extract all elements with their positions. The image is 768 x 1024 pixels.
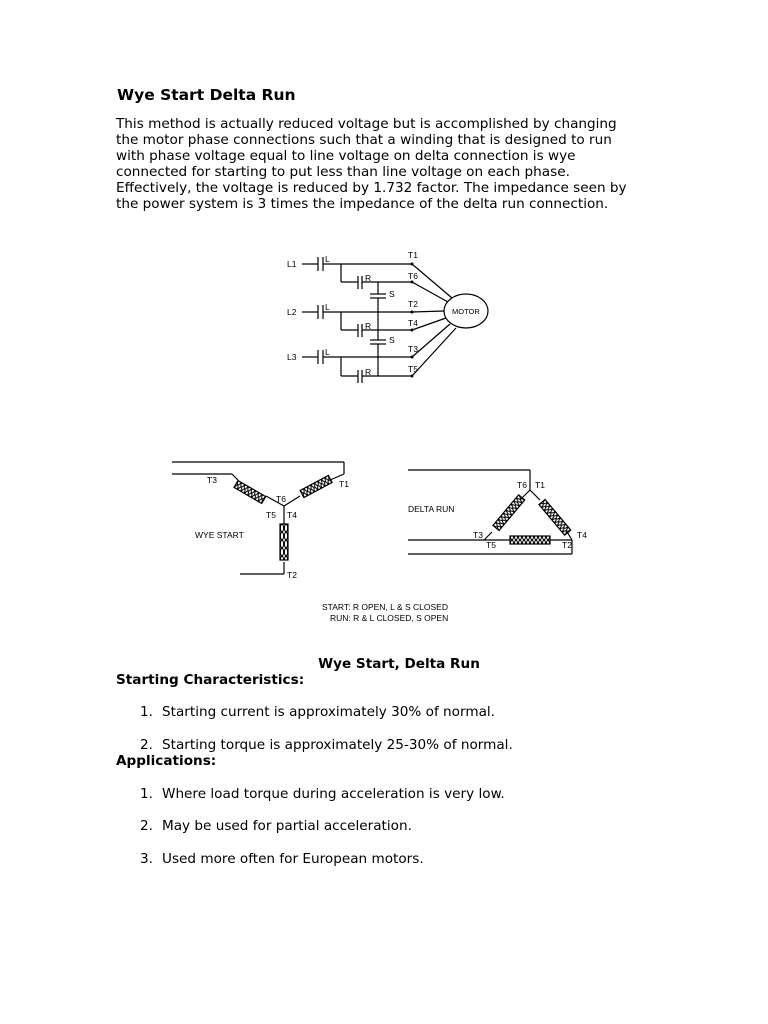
terminal-label: T1 <box>408 250 418 260</box>
contact-l-label: L <box>325 254 330 264</box>
contact-s-label: S <box>389 335 395 345</box>
wye-terminal-t6: T6 <box>276 494 286 504</box>
wye-terminal-t5: T5 <box>266 510 276 520</box>
list-text: May be used for partial acceleration. <box>162 818 412 834</box>
contact-r-label: R <box>365 367 372 377</box>
list-number: 1. <box>140 704 153 720</box>
line-label-l1: L1 <box>287 259 297 269</box>
list-text: Where load torque during acceleration is very low. <box>162 786 505 802</box>
wye-terminal-t3: T3 <box>207 475 217 485</box>
list-item <box>140 851 424 867</box>
figure-caption <box>0 656 768 672</box>
terminal-label: T5 <box>408 364 418 374</box>
wye-terminal-t4: T4 <box>287 510 297 520</box>
wye-terminal-t1: T1 <box>339 479 349 489</box>
intro-line: the motor phase connections such that a winding that is designed to run <box>116 132 612 148</box>
delta-run-label: DELTA RUN <box>408 504 455 514</box>
list-text: Starting current is approximately 30% of normal. <box>162 704 496 720</box>
list-item <box>140 818 412 834</box>
terminal-label: T6 <box>408 271 418 281</box>
list-item <box>140 786 505 802</box>
motor-label: MOTOR <box>452 307 480 316</box>
list-text: Used more often for European motors. <box>162 851 424 867</box>
list-item <box>140 704 495 720</box>
run-note: RUN: R & L CLOSED, S OPEN <box>330 613 449 623</box>
intro-line: the power system is 3 times the impedance of the delta run connection. <box>116 196 609 212</box>
intro-line: connected for starting to put less than line voltage on each phase. <box>116 164 570 180</box>
list-number: 2. <box>140 737 153 753</box>
list-text: Starting torque is approximately 25-30% of normal. <box>162 737 513 753</box>
contact-s-label: S <box>389 289 395 299</box>
starting-characteristics-heading: Starting Characteristics: <box>116 672 305 688</box>
delta-terminal-t3: T3 <box>473 530 483 540</box>
wye-start-label: WYE START <box>195 530 244 540</box>
page-title: Wye Start Delta Run <box>117 86 296 104</box>
intro-line: This method is actually reduced voltage but is accomplished by changing <box>116 116 617 132</box>
list-number: 1. <box>140 786 153 802</box>
list-number: 3. <box>140 851 153 867</box>
applications-heading: Applications: <box>116 753 217 769</box>
line-label-l2: L2 <box>287 307 297 317</box>
delta-terminal-t1: T1 <box>535 480 545 490</box>
list-item <box>140 737 513 753</box>
contact-l-label: L <box>325 347 330 357</box>
line-label-l3: L3 <box>287 352 297 362</box>
intro-line: with phase voltage equal to line voltage on delta connection is wye <box>116 148 576 164</box>
delta-terminal-t5: T5 <box>486 540 496 550</box>
delta-terminal-t2: T2 <box>562 540 572 550</box>
delta-terminal-t6: T6 <box>517 480 527 490</box>
contact-l-label: L <box>325 302 330 312</box>
terminal-label: T3 <box>408 344 418 354</box>
wye-terminal-t2: T2 <box>287 570 297 580</box>
contact-r-label: R <box>365 321 372 331</box>
contact-r-label: R <box>365 273 372 283</box>
start-note: START: R OPEN, L & S CLOSED <box>322 602 448 612</box>
intro-line: Effectively, the voltage is reduced by 1.732 factor. The impedance seen by <box>116 180 627 196</box>
terminal-label: T4 <box>408 318 418 328</box>
delta-terminal-t4: T4 <box>577 530 587 540</box>
terminal-label: T2 <box>408 299 418 309</box>
caption-text: Wye Start, Delta Run <box>318 656 480 672</box>
list-number: 2. <box>140 818 153 834</box>
